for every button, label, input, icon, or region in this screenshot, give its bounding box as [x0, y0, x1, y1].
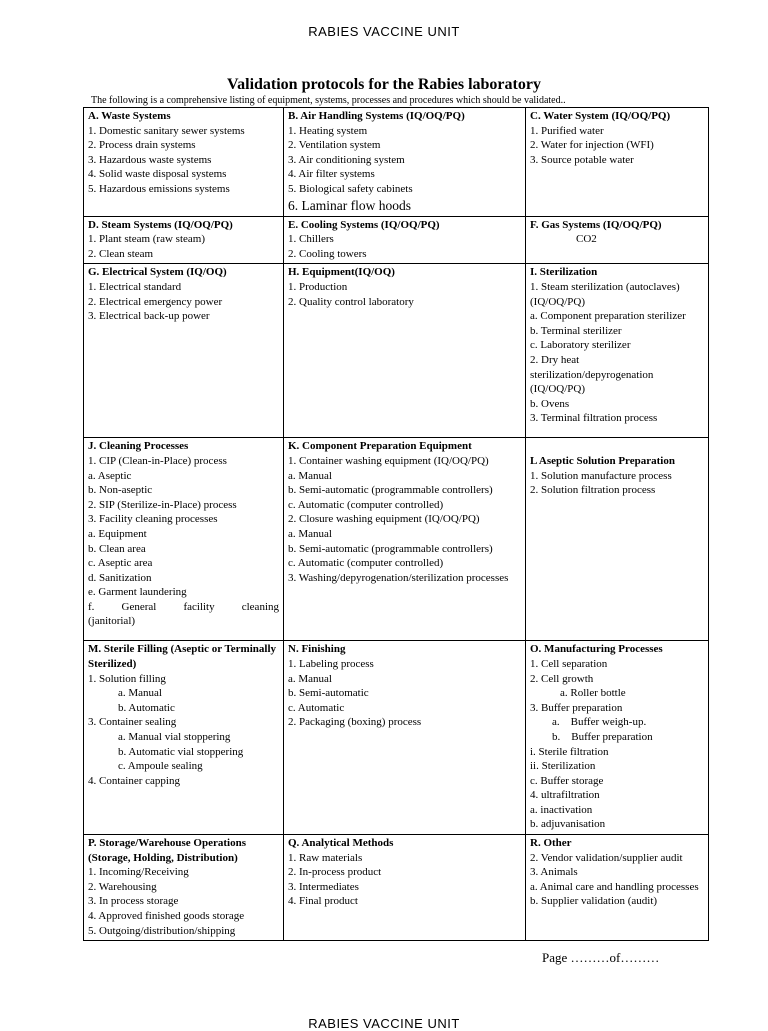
list-item: i. Sterile filtration [530, 745, 609, 758]
list-item: 3. Hazardous waste systems [88, 153, 212, 166]
list-item: a. Aseptic [88, 469, 132, 482]
cell-title: E. Cooling Systems (IQ/OQ/PQ) [288, 218, 440, 231]
cell-title: B. Air Handling Systems (IQ/OQ/PQ) [288, 110, 465, 122]
cell-title: Q. Analytical Methods [288, 837, 394, 850]
list-item: d. Sanitization [88, 571, 152, 584]
list-item: 1. Production [288, 280, 348, 293]
list-item: 1. Labeling process [288, 657, 374, 670]
list-item: b. Terminal sterilizer [530, 324, 622, 337]
spacer [530, 439, 704, 454]
list-item: 2. Vendor validation/supplier audit [530, 851, 683, 864]
cell-cleaning-processes [84, 438, 284, 641]
page-header: RABIES VACCINE UNIT [308, 24, 460, 39]
list-item: 5. Biological safety cabinets [288, 182, 413, 195]
list-item: 3. Intermediates [288, 880, 359, 893]
list-item: 1. Heating system [288, 124, 368, 137]
list-item: b. Ovens [530, 397, 570, 410]
list-item: 2. SIP (Sterilize-in-Place) process [88, 498, 237, 511]
page-number: Page ………of……… [542, 950, 660, 965]
cell-analytical-methods [284, 835, 526, 941]
list-item: 2. Ventilation system [288, 139, 381, 152]
cell-cooling-systems [284, 216, 526, 264]
list-item: 2. Closure washing equipment (IQ/OQ/PQ) [288, 513, 480, 526]
cell-finishing [284, 641, 526, 835]
list-item: 2. Process drain systems [88, 139, 196, 152]
cell-aseptic-solution-preparation [526, 438, 709, 641]
list-item: b. Clean area [88, 542, 146, 555]
list-item: a. Manual [118, 687, 162, 700]
list-item: 3. Buffer preparation [530, 701, 623, 714]
list-item: e. Garment laundering [88, 586, 187, 599]
cell-title: G. Electrical System (IQ/OQ) [88, 266, 227, 279]
cell-title: F. Gas Systems (IQ/OQ/PQ) [530, 218, 662, 231]
list-item: 4. Approved finished goods storage [88, 910, 245, 923]
list-item: 1. Cell separation [530, 657, 608, 670]
list-item: 1. Steam sterilization (autoclaves)(IQ/OQ/PQ) [530, 280, 680, 308]
cell-title: R. Other [530, 837, 572, 850]
cell-manufacturing-processes [526, 641, 709, 835]
list-item: 4. Final product [288, 895, 358, 908]
list-item: b. Buffer preparation [552, 730, 653, 743]
table-row [84, 835, 709, 941]
list-item: 1. Plant steam (raw steam) [88, 233, 205, 246]
cell-title: M. Sterile Filling (Aseptic or Terminally Sterilized) [88, 643, 276, 670]
list-item: c. Buffer storage [530, 774, 604, 787]
list-item: 2. Solution filtration process [530, 484, 656, 497]
cell-title: I. Sterilization [530, 266, 598, 279]
cell-title: P. Storage/Warehouse Operations (Storage, Holding, Distribution) [88, 837, 246, 864]
list-item: 1. Domestic sanitary sewer systems [88, 124, 245, 137]
list-item: 5. Outgoing/distribution/shipping [88, 924, 236, 937]
cell-other [526, 835, 709, 941]
cell-component-preparation [284, 438, 526, 641]
intro-text: The following is a comprehensive listing of equipment, systems, processes and procedures which should be validated.. [91, 95, 566, 106]
list-item: c. Ampoule sealing [118, 760, 203, 773]
cell-air-handling-systems [284, 108, 526, 217]
list-item: 4. Container capping [88, 774, 180, 787]
list-item: 5. Hazardous emissions systems [88, 182, 230, 195]
list-item: 2. Electrical emergency power [88, 295, 223, 308]
list-item: a. Component preparation sterilizer [530, 310, 686, 323]
list-item: b. Non-aseptic [88, 484, 153, 497]
list-item: 1. Solution manufacture process [530, 469, 672, 482]
table-row [84, 264, 709, 438]
list-item: 1. Purified water [530, 124, 604, 137]
cell-steam-systems [84, 216, 284, 264]
table-row [84, 438, 709, 641]
list-item: 4. Air filter systems [288, 168, 375, 181]
list-item: 3. Electrical back-up power [88, 310, 210, 323]
list-item: a. Manual vial stoppering [118, 730, 231, 743]
list-item: a. Animal care and handling processes [530, 880, 699, 893]
list-item: 3. Facility cleaning processes [88, 513, 218, 526]
list-item: 2. In-process product [288, 866, 382, 879]
list-item: b. Semi-automatic [288, 687, 369, 700]
list-item: 2. Packaging (boxing) process [288, 716, 422, 729]
document-title: Validation protocols for the Rabies laboratory [227, 76, 541, 93]
table-row [84, 108, 709, 217]
list-item: 1. Incoming/Receiving [88, 866, 189, 879]
list-item: c. Aseptic area [88, 557, 153, 570]
cell-title: O. Manufacturing Processes [530, 643, 663, 656]
cell-title: L Aseptic Solution Preparation [530, 454, 675, 467]
list-item: a. inactivation [530, 803, 593, 816]
next-page-header: RABIES VACCINE UNIT [308, 1016, 460, 1031]
list-item: a. Equipment [88, 527, 147, 540]
list-item: f. General facility cleaning [88, 600, 279, 613]
list-item: a. Manual [288, 527, 332, 540]
list-item: (janitorial) [88, 615, 136, 628]
list-item: 3. Terminal filtration process [530, 412, 658, 425]
list-item: a. Manual [288, 469, 332, 482]
table-row [84, 216, 709, 264]
list-item: 1. Solution filling [88, 672, 166, 685]
cell-waste-systems [84, 108, 284, 217]
list-item: 3. In process storage [88, 895, 179, 908]
list-item: 2. Clean steam [88, 247, 154, 260]
list-item: 1. Container washing equipment (IQ/OQ/PQ) [288, 454, 489, 467]
cell-title: D. Steam Systems (IQ/OQ/PQ) [88, 218, 233, 231]
cell-title: J. Cleaning Processes [88, 440, 189, 453]
cell-title: K. Component Preparation Equipment [288, 440, 472, 453]
list-item: 3. Air conditioning system [288, 153, 405, 166]
list-item: a. Buffer weigh-up. [552, 716, 647, 729]
cell-electrical-system [84, 264, 284, 438]
list-item: c. Automatic [288, 701, 345, 714]
list-item: 6. Laminar flow hoods [288, 197, 411, 213]
list-item: a. Manual [288, 672, 332, 685]
list-item: 2. Dry heat sterilization/depyrogenation (IQ/OQ/PQ) [530, 353, 654, 396]
list-item: 2. Quality control laboratory [288, 295, 414, 308]
list-item: 2. Cell growth [530, 672, 594, 685]
list-item: 1. Electrical standard [88, 280, 182, 293]
list-item: b. Semi-automatic (programmable controllers) [288, 484, 493, 497]
list-item: 3. Animals [530, 866, 578, 879]
list-item: c. Automatic (computer controlled) [288, 557, 444, 570]
cell-gas-systems [526, 216, 709, 264]
cell-title: A. Waste Systems [88, 110, 171, 122]
list-item: CO2 [576, 233, 597, 246]
list-item: 3. Container sealing [88, 716, 177, 729]
list-item: 2. Cooling towers [288, 247, 367, 260]
list-item: 3. Source potable water [530, 153, 634, 166]
list-item: b. Automatic [118, 701, 175, 714]
list-item: b. adjuvanisation [530, 818, 606, 831]
list-item: 4. Solid waste disposal systems [88, 168, 227, 181]
list-item: c. Laboratory sterilizer [530, 339, 631, 352]
list-item: 3. Washing/depyrogenation/sterilization processes [288, 571, 509, 584]
list-item: ii. Sterilization [530, 760, 596, 773]
list-item: a. Roller bottle [560, 687, 626, 700]
list-item: b. Semi-automatic (programmable controllers) [288, 542, 493, 555]
list-item: 2. Water for injection (WFI) [530, 139, 654, 152]
list-item: 2. Warehousing [88, 880, 157, 893]
list-item: 1. Chillers [288, 233, 334, 246]
list-item: 1. CIP (Clean-in-Place) process [88, 454, 227, 467]
cell-equipment [284, 264, 526, 438]
cell-sterilization [526, 264, 709, 438]
list-item: 4. ultrafiltration [530, 789, 600, 802]
validation-table [83, 107, 709, 941]
list-item: 1. Raw materials [288, 851, 363, 864]
cell-sterile-filling [84, 641, 284, 835]
table-row [84, 641, 709, 835]
cell-title: N. Finishing [288, 643, 346, 656]
cell-title: C. Water System (IQ/OQ/PQ) [530, 110, 671, 122]
cell-water-system [526, 108, 709, 217]
list-item: c. Automatic (computer controlled) [288, 498, 444, 511]
list-item: b. Automatic vial stoppering [118, 745, 244, 758]
list-item: b. Supplier validation (audit) [530, 895, 658, 908]
cell-storage-warehouse [84, 835, 284, 941]
cell-title: H. Equipment(IQ/OQ) [288, 266, 395, 279]
